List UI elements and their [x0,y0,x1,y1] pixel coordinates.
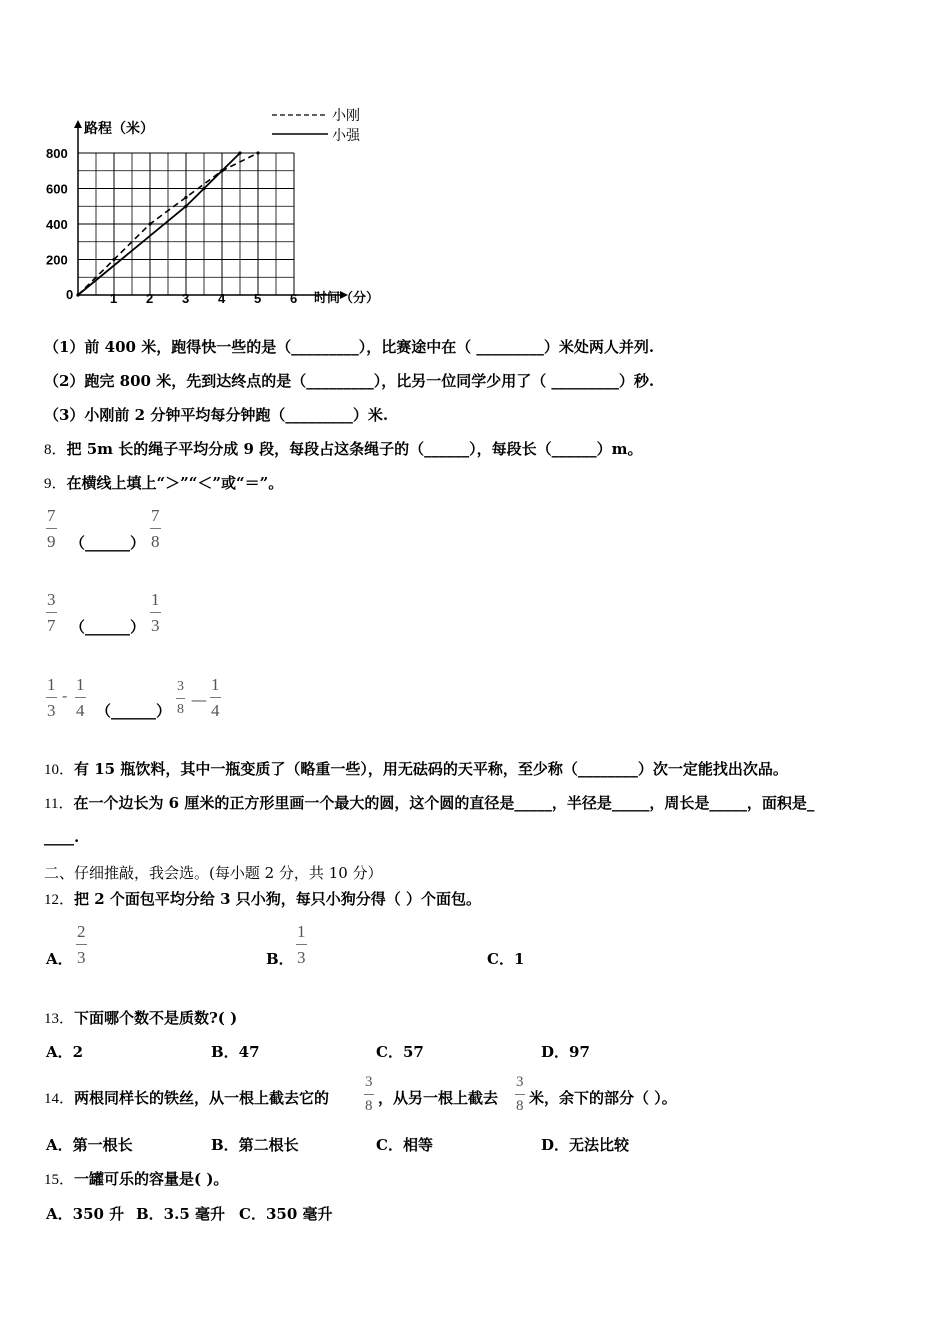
question-number: 9． [44,476,67,492]
question-14 [44,1087,329,1108]
y-tick-label: 800 [46,146,68,161]
question-number: 15． [44,1172,75,1188]
x-tick-label: 1 [110,291,118,306]
option-c: C．相等 [376,1136,433,1154]
question-number: 11． [44,796,74,812]
option-a: A．350 升 [46,1205,125,1223]
minus-sign: - [62,686,68,705]
question-text-part1: 两根同样长的铁丝，从一根上截去它的 [74,1089,330,1107]
question-text: 在横线上填上“＞”“＜”或“＝”。 [66,474,284,492]
option-d: D．无法比较 [541,1136,630,1154]
question-text: 把 5m 长的绳子平均分成 9 段，每段占这条绳子的（______），每段长（______）m。 [66,440,643,458]
question-number: 13． [44,1011,75,1027]
question-15 [44,1168,228,1189]
option-a: A．2 [46,1043,84,1061]
option-b-label: B． [266,950,294,968]
x-tick-label: 4 [218,291,226,306]
fraction-7-8: 7 8 [151,506,160,551]
option-b: B．第二根长 [211,1136,299,1154]
y-tick-label: 200 [46,252,68,268]
fraction-3-8: 3 8 [365,1074,373,1114]
option-a-label: A． [46,950,73,968]
x-tick-label: 0 [66,287,74,302]
series-point [148,222,151,225]
x-tick-label: 2 [146,291,154,306]
fraction-1-3: 1 3 [151,590,160,635]
compare-blank: （______） [96,702,172,720]
question-text: 有 15 瓶饮料，其中一瓶变质了（略重一些），用无砝码的天平称，至少称（________）次一定能找出次品。 [74,760,788,778]
x-axis-label: 时间（分） [314,290,380,305]
series-point [76,293,79,296]
question-number: 12． [44,892,75,908]
fraction-3-7: 3 7 [47,590,56,635]
chart-ticks [46,146,297,306]
question-number: 14． [44,1091,75,1107]
option-b-fraction: 1 3 [297,922,306,967]
question-10 [44,758,788,779]
question-11-continued: ____. [44,828,80,846]
fraction-3-8: 3 8 [516,1074,524,1114]
fraction-1-3: 1 3 [47,675,56,720]
q7-part2: （2）跑完 800 米，先到达终点的是（_________），比另一位同学少用了（ _________）秒. [44,372,655,390]
option-c: C．57 [376,1043,424,1061]
option-a-fraction: 2 3 [77,922,86,967]
series-point [112,258,115,261]
question-13 [44,1007,237,1028]
question-9 [44,472,283,493]
y-axis-arrow [74,120,82,128]
option-c: C．350 毫升 [239,1205,333,1223]
fraction-1-4: 1 4 [76,675,85,720]
option-a: A．第一根长 [46,1136,133,1154]
series-point [220,169,223,172]
section-2-heading: 二、仔细推敲，我会选。(每小题 2 分，共 10 分） [44,864,383,882]
fraction-3-8: 3 8 [177,679,184,717]
option-c: C．1 [487,950,525,968]
compare-blank: （______） [70,618,146,636]
question-text-part2: ，从另一根上截去 [378,1089,499,1107]
chart-legend [272,107,361,143]
x-tick-label: 6 [290,291,298,306]
chart-axes [74,120,348,299]
series-point [184,205,187,208]
legend-label-xiaoqiang: 小强 [332,127,360,143]
y-tick-label: 400 [46,217,68,232]
question-text: 在一个边长为 6 厘米的正方形里画一个最大的圆，这个圆的直径是_____，半径是_____，周长是_____，面积是_ [73,794,815,812]
question-number: 10． [44,762,75,778]
series-point [202,187,205,190]
q7-part1: （1）前 400 米，跑得快一些的是（_________），比赛途中在（ _________）米处两人并列. [44,338,655,356]
chart-grid [78,153,294,295]
series-point [238,151,241,154]
question-11 [44,792,814,813]
x-tick-label: 5 [254,291,262,306]
series-point [256,151,259,154]
question-8 [44,438,643,459]
legend-label-xiaogang: 小刚 [332,107,360,123]
option-d: D．97 [541,1043,590,1061]
series-point [184,196,187,199]
option-b: B．3.5 毫升 [136,1205,225,1223]
question-number: 8． [44,442,67,458]
y-tick-label: 600 [46,181,68,197]
question-text: 一罐可乐的容量是( )。 [74,1170,229,1188]
x-tick-label: 3 [182,291,190,306]
option-b: B．47 [211,1043,260,1061]
fraction-7-9: 7 9 [47,506,56,551]
q7-part3: （3）小刚前 2 分钟平均每分钟跑（_________）米. [44,406,389,424]
question-12 [44,888,481,909]
question-text: 下面哪个数不是质数?( ) [74,1009,238,1027]
y-axis-label: 路程（米） [84,120,154,136]
question-text: 把 2 个面包平均分给 3 只小狗，每只小狗分得（ ）个面包。 [74,890,482,908]
fraction-1-4: 1 4 [211,675,220,720]
minus-sign: — [191,690,207,709]
distance-time-chart [40,100,420,315]
question-text-part3: 米，余下的部分（ ）。 [529,1089,677,1107]
compare-blank: （______） [70,534,146,552]
